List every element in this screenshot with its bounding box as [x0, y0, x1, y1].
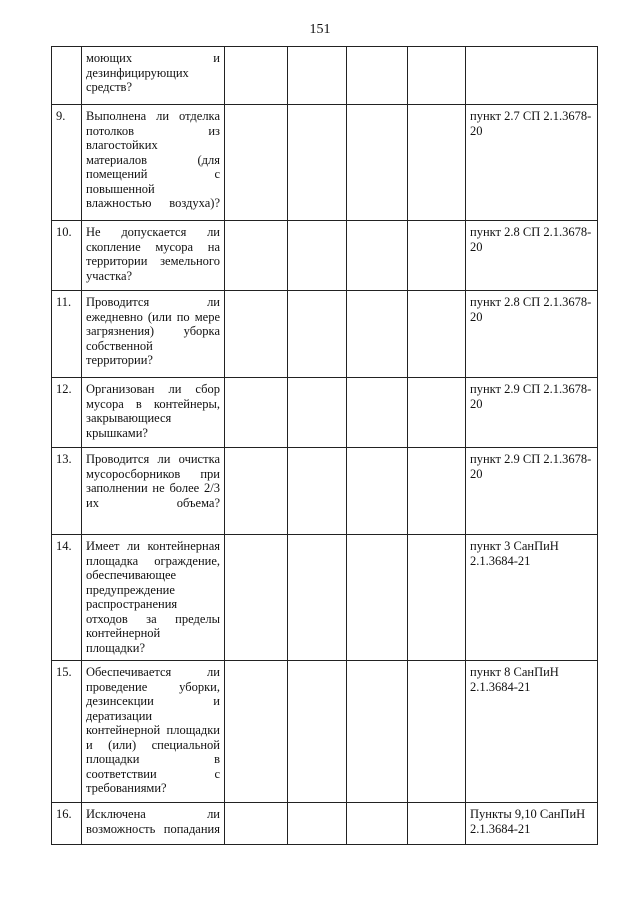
answer-no-cell [288, 448, 347, 535]
question-cell: Исключена ли возможность попадания [82, 803, 225, 845]
row-number: 10. [52, 221, 82, 291]
answer-no-cell [288, 47, 347, 105]
answer-yes-cell [225, 291, 288, 378]
answer-yes-cell [225, 661, 288, 803]
row-number: 14. [52, 535, 82, 661]
question-cell: Выполнена ли отделка потолков из влагостойких материалов (для помещений с повышенной влажностью воздуха)? [82, 105, 225, 221]
answer-no-cell [288, 221, 347, 291]
row-number [52, 47, 82, 105]
notes-cell [408, 448, 466, 535]
question-cell: моющих и дезинфицирующих средств? [82, 47, 225, 105]
answer-yes-cell [225, 535, 288, 661]
row-number: 11. [52, 291, 82, 378]
reference-cell: пункт 3 СанПиН 2.1.3684-21 [466, 535, 598, 661]
reference-cell: пункт 8 СанПиН 2.1.3684-21 [466, 661, 598, 803]
notes-cell [408, 291, 466, 378]
question-cell: Обеспечивается ли проведение уборки, дезинсекции и дератизации контейнерной площадки и (или) специальной площадки в соответствии с требованиями? [82, 661, 225, 803]
answer-na-cell [347, 535, 408, 661]
row-number: 12. [52, 378, 82, 448]
row-number: 13. [52, 448, 82, 535]
answer-na-cell [347, 661, 408, 803]
reference-cell: пункт 2.9 СП 2.1.3678-20 [466, 448, 598, 535]
table-row [52, 221, 598, 291]
reference-cell: пункт 2.8 СП 2.1.3678-20 [466, 291, 598, 378]
answer-yes-cell [225, 378, 288, 448]
answer-no-cell [288, 661, 347, 803]
answer-no-cell [288, 803, 347, 845]
table-row [52, 535, 598, 661]
row-number: 9. [52, 105, 82, 221]
answer-no-cell [288, 378, 347, 448]
notes-cell [408, 803, 466, 845]
table-row [52, 448, 598, 535]
answer-yes-cell [225, 448, 288, 535]
table-row [52, 803, 598, 845]
reference-cell: пункт 2.8 СП 2.1.3678-20 [466, 221, 598, 291]
notes-cell [408, 105, 466, 221]
table-row [52, 47, 598, 105]
table-row [52, 661, 598, 803]
table-row [52, 105, 598, 221]
reference-cell [466, 47, 598, 105]
notes-cell [408, 661, 466, 803]
page-number: 151 [309, 22, 331, 37]
question-cell: Не допускается ли скопление мусора на территории земельного участка? [82, 221, 225, 291]
answer-yes-cell [225, 221, 288, 291]
answer-na-cell [347, 448, 408, 535]
answer-na-cell [347, 803, 408, 845]
question-cell: Проводится ли ежедневно (или по мере загрязнения) уборка собственной территории? [82, 291, 225, 378]
answer-yes-cell [225, 803, 288, 845]
table-row [52, 291, 598, 378]
reference-cell: Пункты 9,10 СанПиН 2.1.3684-21 [466, 803, 598, 845]
answer-no-cell [288, 291, 347, 378]
notes-cell [408, 378, 466, 448]
notes-cell [408, 47, 466, 105]
table-row [52, 378, 598, 448]
question-cell: Организован ли сбор мусора в контейнеры, закрывающиеся крышками? [82, 378, 225, 448]
reference-cell: пункт 2.9 СП 2.1.3678-20 [466, 378, 598, 448]
answer-na-cell [347, 105, 408, 221]
row-number: 15. [52, 661, 82, 803]
answer-yes-cell [225, 105, 288, 221]
answer-no-cell [288, 105, 347, 221]
answer-na-cell [347, 47, 408, 105]
row-number: 16. [52, 803, 82, 845]
reference-cell: пункт 2.7 СП 2.1.3678-20 [466, 105, 598, 221]
notes-cell [408, 535, 466, 661]
answer-yes-cell [225, 47, 288, 105]
answer-na-cell [347, 378, 408, 448]
answer-na-cell [347, 291, 408, 378]
notes-cell [408, 221, 466, 291]
checklist-table [51, 46, 598, 845]
question-cell: Проводится ли очистка мусоросборников при заполнении не более 2/3 их объема? [82, 448, 225, 535]
answer-na-cell [347, 221, 408, 291]
question-cell: Имеет ли контейнерная площадка ограждение, обеспечивающее предупреждение распространения отходов за пределы контейнерной площадки? [82, 535, 225, 661]
answer-no-cell [288, 535, 347, 661]
